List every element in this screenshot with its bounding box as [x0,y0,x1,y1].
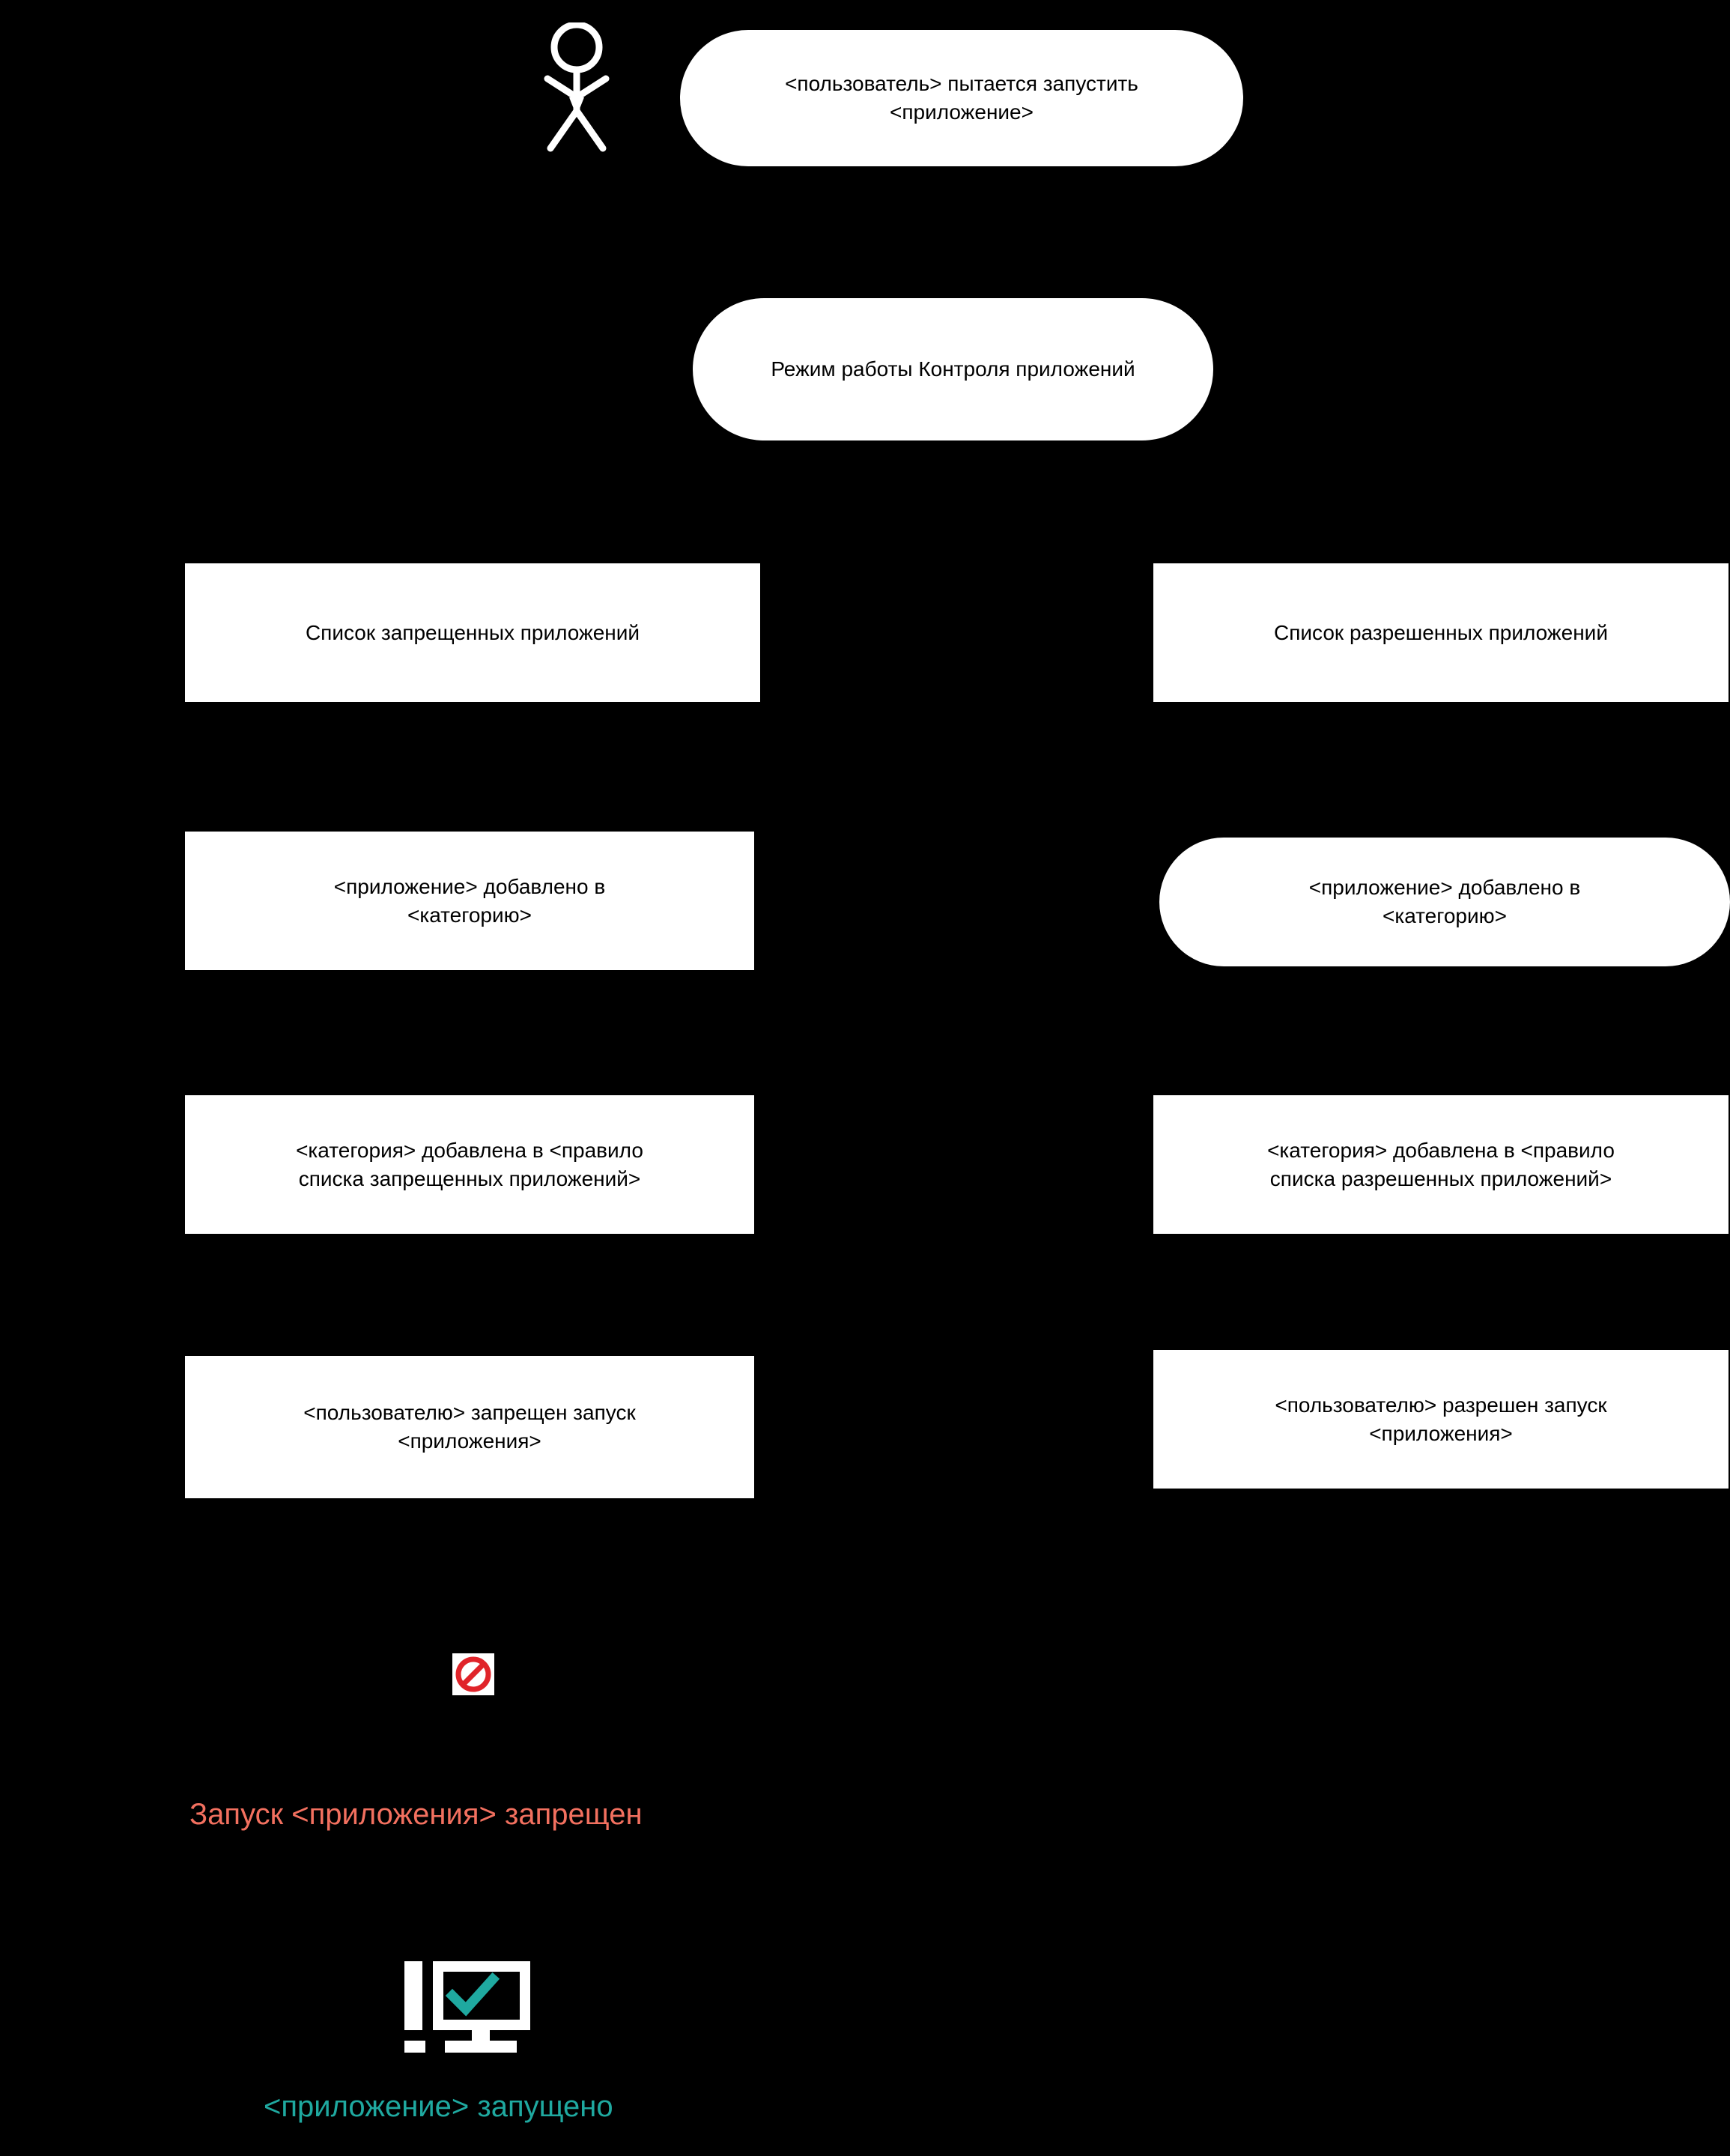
monitor-check-icon [400,1957,535,2062]
node-allowed-category-rule-line1: <категория> добавлена в <правило [1267,1138,1615,1162]
outcome-allowed-label: <приложение> запущено [264,2090,613,2123]
node-allowed-app-category-line1: <приложение> добавлено в [1308,876,1581,900]
node-allowed-result-line1: <пользователю> разрешен запуск [1275,1393,1607,1417]
node-denied-result [185,1356,754,1498]
node-start [680,30,1243,166]
outcome-denied-label: Запуск <приложения> запрещен [189,1798,643,1831]
node-allowed-app-category [1159,838,1730,966]
node-mode [693,298,1213,440]
node-denied-category-rule-line1: <категория> добавлена в <правило [296,1138,643,1162]
node-start-line2: <приложение> [890,100,1034,124]
node-denied-list-line1: Список запрещенных приложений [305,620,640,644]
node-denied-category-rule [185,1095,754,1234]
node-denied-category-rule-line2: списка запрещенных приложений> [298,1166,641,1190]
node-start-line1: <пользователь> пытается запустить [785,72,1138,96]
node-denied-list [185,563,760,702]
node-denied-app-category-line1: <приложение> добавлено в [333,874,606,898]
node-allowed-result-line2: <приложения> [1369,1421,1513,1445]
node-denied-result-line1: <пользователю> запрещен запуск [303,1401,636,1425]
node-allowed-list [1153,563,1729,702]
node-allowed-category-rule-line2: списка разрешенных приложений> [1269,1166,1612,1190]
node-allowed-category-rule [1153,1095,1729,1234]
node-allowed-result [1153,1350,1729,1489]
node-denied-result-line2: <приложения> [398,1429,541,1453]
node-allowed-list-line1: Список разрешенных приложений [1274,620,1608,644]
node-denied-app-category [185,832,754,970]
prohibited-icon [452,1653,494,1695]
node-mode-line1: Режим работы Контроля приложений [771,357,1135,381]
node-allowed-app-category-line2: <категорию> [1383,904,1507,927]
node-denied-app-category-line2: <категорию> [407,903,532,927]
user-icon [535,22,618,154]
